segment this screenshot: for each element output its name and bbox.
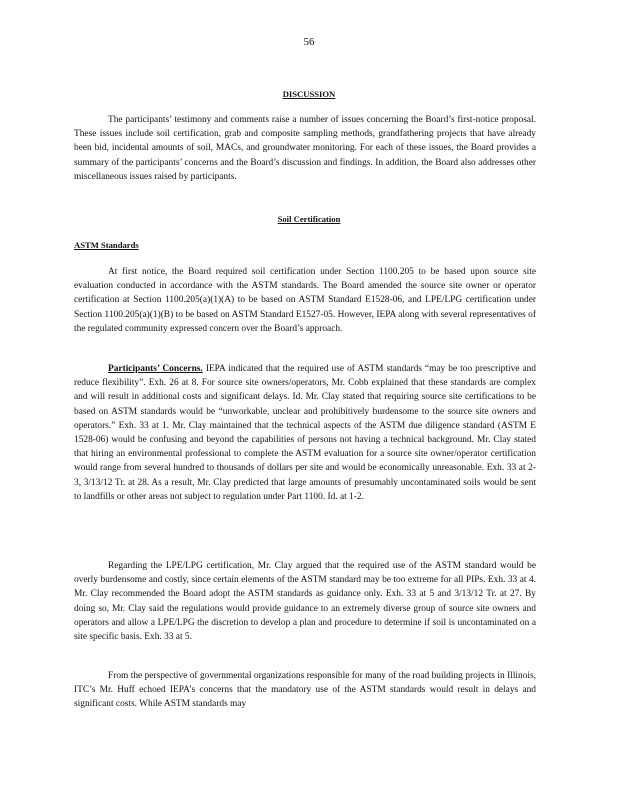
page-number: 56 xyxy=(303,36,315,48)
discussion-heading: DISCUSSION xyxy=(282,89,336,99)
astm-standards-subheading: ASTM Standards xyxy=(74,240,139,250)
participants-concerns-lead: Participants’ Concerns. xyxy=(108,364,203,374)
intro-paragraph: The participants’ testimony and comments raise a number of issues concerning the Board’s first-notice proposal. These issues include soil certification, grab and composite sampling methods, grandfathering projects that have already been bid, incidental amounts of soil, MACs, and groundwater monitoring. For each of these issues, the Board provides a summary of the participants’ concerns and the Board’s discussion and findings. In addition, the Board also addresses other miscellaneous issues raised by participants. xyxy=(74,115,536,182)
participants-concerns-text: IEPA indicated that the required use of ASTM standards “may be too prescriptive and reduce flexibility”. Exh. 26 at 8. For source site owners/operators, Mr. Cobb explained that these standards are complex and will result in additional costs and significant delays. Id. Mr. Clay stated that requiring source site certifications to be based on ASTM standards would be “unworkable, unclear and prohibitively burdensome to the source site owners and operators.” Exh. 33 at 1. Mr. Clay maintained that the technical aspects of the ASTM due diligence standard (ASTM E 1528-06) would be confusing and beyond the capabilities of persons not having a technical background. Mr. Clay stated that hiring an environmental professional to complete the ASTM evaluation for a source site owner/operator certification would range from several hundred to thousands of dollars per site and would be economically unreasonable. Exh. 33 at 2-3, 3/13/12 Tr. at 28. As a result, Mr. Clay predicted that large amounts of presumably uncontaminated soils would be sent to landfills or other areas not subject to regulation under Part 1100. Id. at 1-2. xyxy=(74,364,536,502)
soil-certification-heading: Soil Certification xyxy=(277,214,341,224)
paragraph-first-notice: At first notice, the Board required soil certification under Section 1100.205 to be based upon source site evaluation conducted in accordance with the ASTM standards. The Board amended the source site owner or operator certification at Section 1100.205(a)(1)(A) to be based on ASTM Standard E1528-06, and LPE/LPG certification under Section 1100.205(a)(1)(B) to be based on ASTM Standard E1527-05. However, IEPA along with several representatives of the regulated community expressed concern over the Board’s approach. xyxy=(74,267,536,334)
paragraph-governmental: From the perspective of governmental organizations responsible for many of the road building projects in Illinois, ITC’s Mr. Huff echoed IEPA’s concerns that the mandatory use of the ASTM standards would result in delays and significant costs. While ASTM standards may xyxy=(74,671,536,710)
paragraph-participants-concerns xyxy=(74,362,536,504)
paragraph-lpe-lpg: Regarding the LPE/LPG certification, Mr. Clay argued that the required use of the ASTM standard would be overly burdensome and costly, since certain elements of the ASTM standard may be too extreme for all PIPs. Exh. 33 at 4. Mr. Clay recommended the Board adopt the ASTM standards as guidance only. Exh. 33 at 5 and 3/13/12 Tr. at 27. By doing so, Mr. Clay said the regulations would provide guidance to an extremely diverse group of source site owners and operators and allow a LPE/LPG the discretion to develop a plan and procedure to determine if soil is uncontaminated on a site specific basis. Exh. 33 at 5. xyxy=(74,561,536,643)
